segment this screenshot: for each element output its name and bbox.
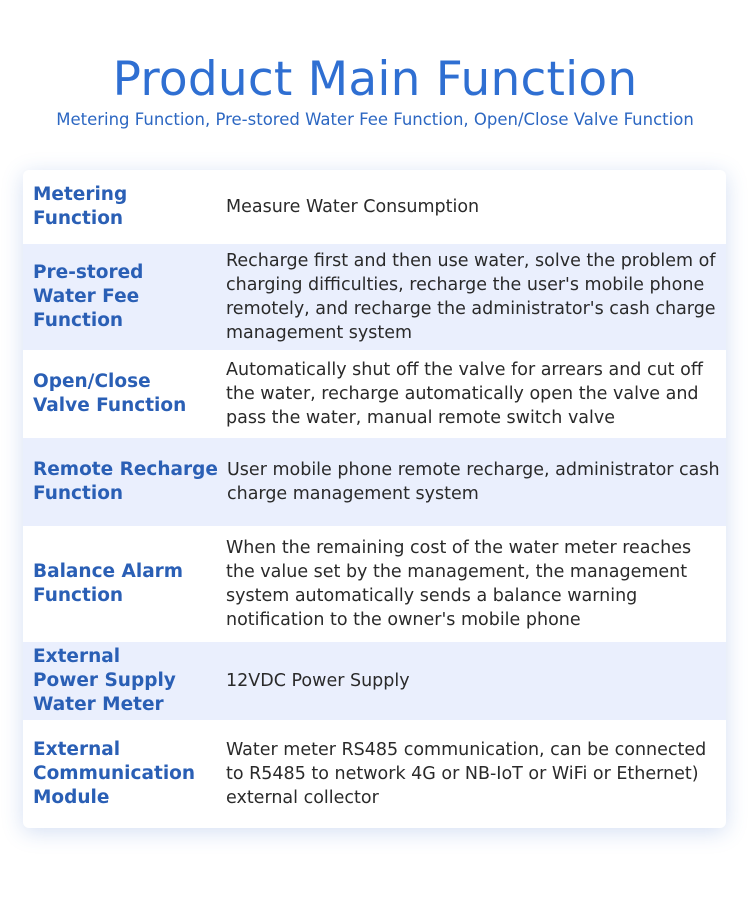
table-row-external-power	[23, 642, 726, 720]
row-label: External Communication Module	[33, 739, 196, 808]
row-value: 12VDC Power Supply	[226, 671, 410, 691]
page-subtitle: Metering Function, Pre-stored Water Fee Function, Open/Close Valve Function	[56, 110, 694, 129]
table-row-balance-alarm	[23, 526, 726, 642]
row-label: Metering Function	[33, 184, 128, 229]
row-value: When the remaining cost of the water meter reaches the value set by the management, the management system automatically sends a balance warning notification to the owner's mobile phone	[226, 538, 692, 630]
table-row-metering	[23, 170, 726, 244]
row-value: User mobile phone remote recharge, administrator cash charge management system	[227, 460, 720, 504]
table-row-remote-recharge	[23, 438, 726, 526]
function-table	[23, 170, 726, 828]
table-row-comm-module	[23, 720, 726, 828]
row-label: Balance Alarm Function	[33, 561, 184, 606]
row-value: Measure Water Consumption	[226, 197, 480, 217]
row-label: Remote Recharge Function	[33, 459, 218, 504]
row-value: Water meter RS485 communication, can be connected to R5485 to network 4G or NB-IoT or WiFi or Ethernet) external collector	[226, 740, 707, 808]
table-row-valve	[23, 350, 726, 438]
row-value: Recharge first and then use water, solve the problem of charging difficulties, recharge the user's mobile phone remotely, and recharge the administrator's cash charge management system	[226, 251, 716, 343]
table-row-prestored-fee	[23, 244, 726, 350]
row-label: Open/Close Valve Function	[33, 371, 187, 416]
page-title: Product Main Function	[112, 52, 638, 107]
row-label: External Power Supply Water Meter	[33, 646, 176, 715]
row-label: Pre-stored Water Fee Function	[33, 262, 144, 331]
row-value: Automatically shut off the valve for arrears and cut off the water, recharge automatically open the valve and pass the water, manual remote switch valve	[226, 360, 703, 428]
